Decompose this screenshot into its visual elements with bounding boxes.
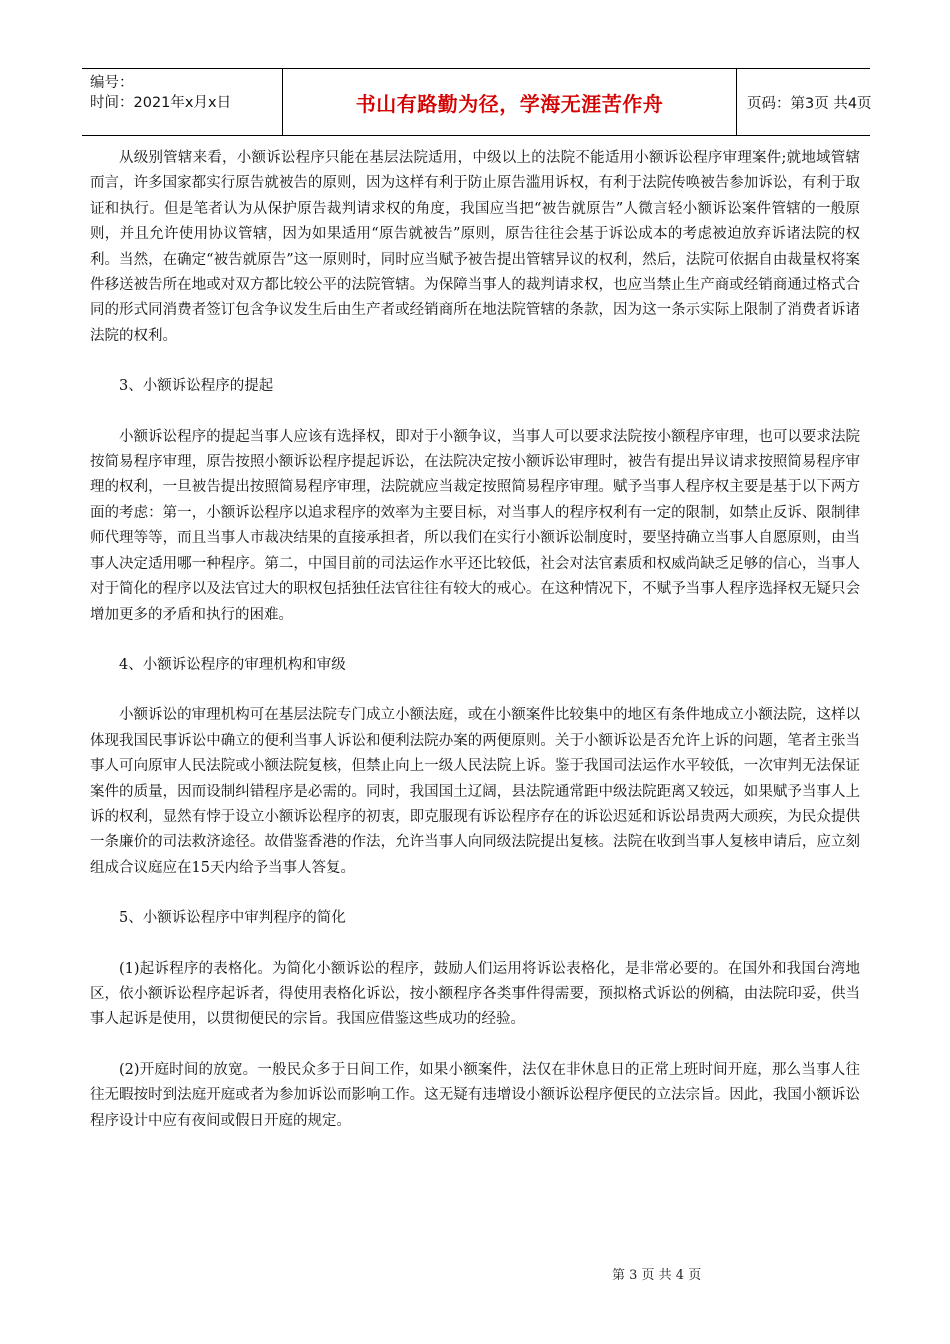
section-heading-5: 5、小额诉讼程序中审判程序的简化 <box>119 910 346 927</box>
document-number-label: 编号： <box>90 75 134 91</box>
page-footer: 第 3 页 共 4 页 <box>612 1268 702 1283</box>
header-page-label: 页码：第3页 共4页 <box>747 95 872 112</box>
paragraph-form-filing: (1)起诉程序的表格化。为简化小额诉讼的程序，鼓励人们运用将诉讼表格化，是非常必要的。在国外和我国台湾地区，依小额诉讼程序起诉者，得使用表格化诉讼，按小额程序各类事件得需要，预拟格式诉讼的例稿，由法院印妥，供当事人起诉是使用，以贯彻便民的宗旨。我国应借鉴这些成功的经验。 <box>90 960 860 1028</box>
section-heading-3: 3、小额诉讼程序的提起 <box>119 378 274 395</box>
document-time-label: 时间：2021年x月x日 <box>90 95 232 111</box>
header-meta <box>82 69 282 135</box>
paragraph-initiation: 小额诉讼程序的提起当事人应该有选择权，即对于小额争议，当事人可以要求法院按小额程序审理，也可以要求法院按简易程序审理，原告按照小额诉讼程序提起诉讼，在法院决定按小额诉讼审理时，被告有提出异议请求按照简易程序审理的权利，一旦被告提出按照简易程序审理，法院就应当裁定按照简易程序审理。赋予当事人程序权主要是基于以下两方面的考虑：第一，小额诉讼程序以追求程序的效率为主要目标，对当事人的程序权利有一定的限制，如禁止反诉、限制律师代理等等，而且当事人市裁决结果的直接承担者，所以我们在实行小额诉讼制度时，要坚持确立当事人自愿原则，由当事人决定适用哪一种程序。第二，中国目前的司法运作水平还比较低，社会对法官素质和权威尚缺乏足够的信心，当事人对于简化的程序以及法官过大的职权包括独任法官往往有较大的戒心。在这种情况下，不赋予当事人程序选择权无疑只会增加更多的矛盾和执行的困难。 <box>90 428 860 623</box>
paragraph-jurisdiction: 从级别管辖来看，小额诉讼程序只能在基层法院适用，中级以上的法院不能适用小额诉讼程序审理案件;就地域管辖而言，许多国家都实行原告就被告的原则，因为这样有利于防止原告滥用诉权，有利于法院传唤被告参加诉讼，有利于取证和执行。但是笔者认为从保护原告裁判请求权的角度，我国应当把“被告就原告”人微言轻小额诉讼案件管辖的一般原则，并且允许使用协议管辖，因为如果适用“原告就被告”原则，原告往往会基于诉讼成本的考虑被迫放弃诉诸法院的权利。当然，在确定“被告就原告”这一原则时，同时应当赋予被告提出管辖异议的权利，然后，法院可依据自由裁量权将案件移送被告所在地或对双方都比较公平的法院管辖。为保障当事人的裁判请求权，也应当禁止生产商或经销商通过格式合同的形式同消费者签订包含争议发生后由生产者或经销商所在地法院管辖的条款，因为这一条示实际上限制了消费者诉诸法院的权利。 <box>90 150 860 344</box>
page-header <box>82 68 870 136</box>
paragraph-trial-body: 小额诉讼的审理机构可在基层法院专门成立小额法庭，或在小额案件比较集中的地区有条件地成立小额法院，这样以体现我国民事诉讼中确立的便利当事人诉讼和便利法院办案的两便原则。关于小额诉讼是否允许上诉的问题，笔者主张当事人可向原审人民法院或小额法院复核，但禁止向上一级人民法院上诉。鉴于我国司法运作水平较低，一次审判无法保证案件的质量，因而设制纠错程序是必需的。同时，我国国土辽阔，县法院通常距中级法院距离又较远，如果赋予当事人上诉的权利，显然有悖于设立小额诉讼程序的初衷，即克服现有诉讼程序存在的诉讼迟延和诉讼昂贵两大顽疾，为民众提供一条廉价的司法救济途径。故借鉴香港的作法，允许当事人向同级法院提出复核。法院在收到当事人复核申请后，应立刻组成合议庭应在15天内给予当事人答复。 <box>90 707 860 876</box>
header-motto: 书山有路勤为径，学海无涯苦作舟 <box>282 69 737 135</box>
paragraph-hearing-time: (2)开庭时间的放宽。一般民众多于日间工作，如果小额案件，法仅在非休息日的正常上班时间开庭，那么当事人往往无暇按时到法庭开庭或者为参加诉讼而影响工作。这无疑有违增设小额诉讼程序便民的立法宗旨。因此，我国小额诉讼程序设计中应有夜间或假日开庭的规定。 <box>90 1061 860 1129</box>
section-heading-4: 4、小额诉讼程序的审理机构和审级 <box>119 656 346 673</box>
document-body <box>90 146 860 1159</box>
